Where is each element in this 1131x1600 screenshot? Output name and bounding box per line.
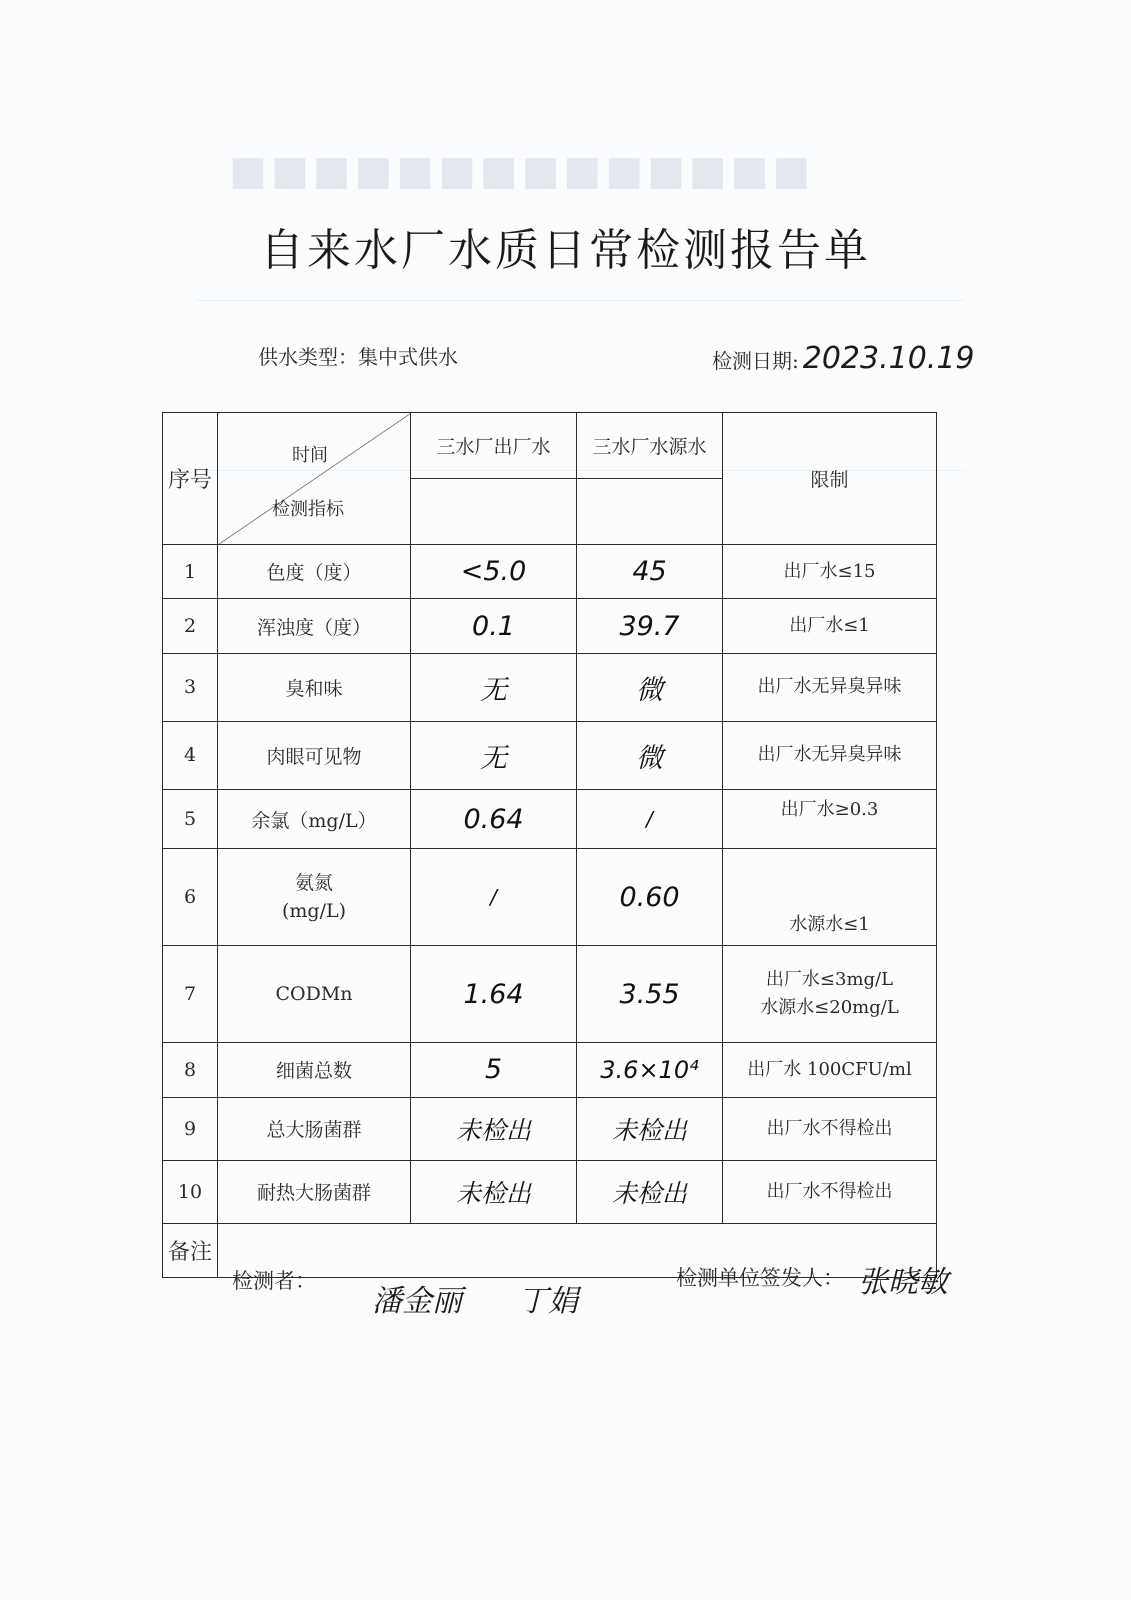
supply-type-value: 集中式供水: [358, 345, 458, 369]
table-row: [163, 1043, 937, 1097]
row-limit-line1: 出厂水无异臭异味: [757, 676, 902, 698]
row-seq: 5: [163, 789, 218, 849]
row-seq: 8: [163, 1043, 218, 1097]
inspector-signature-1: 潘金丽: [372, 1284, 462, 1319]
row-indicator: 总大肠菌群: [218, 1097, 411, 1160]
header-plant-out: 三水厂出厂水: [411, 413, 577, 479]
table-row: [163, 721, 937, 789]
row-plant-source-value: 未检出: [611, 1115, 687, 1145]
row-limit: [723, 1160, 937, 1223]
table-row: [163, 1097, 937, 1160]
report-title: 自来水厂水质日常检测报告单: [260, 225, 871, 276]
inspector-label: 检测者：: [232, 1269, 316, 1293]
table-row: [163, 599, 937, 653]
row-indicator-line1: 氨氮: [294, 872, 333, 895]
row-limit: [723, 545, 937, 599]
remarks-label: 备注: [163, 1223, 218, 1277]
row-plant-out-value: /: [490, 885, 497, 910]
header-plant-out-blank: [411, 479, 577, 545]
row-plant-out-value: 0.64: [463, 803, 524, 835]
row-limit: [723, 1043, 937, 1097]
row-limit: [723, 721, 937, 789]
report-table: [162, 412, 937, 1278]
row-limit-line1: 出厂水不得检出: [766, 1117, 893, 1139]
supply-type: [258, 341, 458, 370]
row-indicator: [218, 849, 411, 946]
row-plant-source-value: 微: [636, 674, 663, 706]
row-plant-source-value: 39.7: [619, 610, 680, 642]
row-limit-line1: 出厂水≤1: [789, 615, 870, 637]
row-plant-out-value: 5: [484, 1054, 503, 1086]
row-seq: 7: [163, 946, 218, 1043]
row-limit-line1: 出厂水无异臭异味: [757, 744, 902, 766]
row-limit-line1: 出厂水≥0.3: [780, 798, 879, 820]
row-plant-source-value: /: [646, 807, 653, 832]
row-indicator: 色度（度）: [218, 545, 411, 599]
row-plant-out-value: 未检出: [455, 1178, 531, 1208]
row-limit: [723, 789, 937, 849]
row-plant-source-value: 45: [632, 556, 667, 588]
test-date: [712, 341, 975, 376]
table-row: [163, 789, 937, 849]
header-seq: 序号: [163, 413, 218, 545]
row-plant-source-value: 微: [636, 742, 663, 774]
row-indicator: CODMn: [218, 946, 411, 1043]
table-row: [163, 946, 937, 1043]
row-seq: 10: [163, 1160, 218, 1223]
row-indicator: 耐热大肠菌群: [218, 1160, 411, 1223]
row-limit-line1: 出厂水不得检出: [766, 1180, 893, 1202]
header-diagonal-cell: [218, 413, 411, 545]
header-indicator: 检测指标: [272, 499, 344, 520]
header-time: 时间: [292, 445, 328, 466]
row-seq: 1: [163, 545, 218, 599]
row-limit-line1: 水源水≤1: [789, 914, 870, 936]
row-limit: [723, 653, 937, 721]
row-indicator: 余氯（mg/L）: [218, 789, 411, 849]
row-indicator: 臭和味: [218, 653, 411, 721]
row-indicator: 肉眼可见物: [218, 721, 411, 789]
row-plant-source-value: 0.60: [619, 881, 680, 913]
row-limit-line1: 出厂水≤3mg/L: [765, 969, 894, 991]
bleed-through-line: [195, 300, 965, 301]
row-plant-out-value: <5.0: [460, 556, 527, 588]
supply-type-label: 供水类型：: [258, 345, 358, 369]
header-plant-source-blank: [577, 479, 723, 545]
row-plant-source-value: 未检出: [611, 1178, 687, 1208]
row-plant-out-value: 1.64: [463, 978, 524, 1010]
header-limit: 限制: [723, 413, 937, 545]
table-row: [163, 653, 937, 721]
row-indicator: 浑浊度（度）: [218, 599, 411, 653]
header-plant-source: 三水厂水源水: [577, 413, 723, 479]
table-row: [163, 849, 937, 946]
report-table-container: [162, 412, 936, 1278]
row-limit: [723, 599, 937, 653]
row-seq: 9: [163, 1097, 218, 1160]
row-limit: [723, 946, 937, 1043]
row-plant-out-value: 0.1: [472, 610, 515, 642]
row-seq: 3: [163, 653, 218, 721]
inspector-signature-2: 丁娟: [518, 1284, 578, 1319]
row-seq: 6: [163, 849, 218, 946]
row-limit-line1: 出厂水≤15: [783, 560, 876, 582]
issuer-signature: 张晓敏: [858, 1265, 948, 1300]
table-row: [163, 1160, 937, 1223]
row-limit: [723, 849, 937, 946]
row-plant-source-value: 3.55: [619, 978, 680, 1010]
test-date-value: 2023.10.19: [802, 341, 975, 376]
issuer-label: 检测单位签发人：: [676, 1266, 844, 1290]
row-seq: 2: [163, 599, 218, 653]
table-row: [163, 545, 937, 599]
test-date-label: 检测日期:: [712, 349, 799, 373]
row-indicator-line2: (mg/L): [281, 900, 347, 923]
row-limit-line1: 出厂水 100CFU/ml: [747, 1058, 912, 1080]
row-limit: [723, 1097, 937, 1160]
row-seq: 4: [163, 721, 218, 789]
row-plant-out-value: 无: [480, 742, 507, 774]
bleed-through-ghost-title: ■■■■■■■■■■■■■■: [225, 148, 811, 194]
row-plant-out-value: 未检出: [455, 1115, 531, 1145]
row-plant-out-value: 无: [480, 674, 507, 706]
row-indicator: 细菌总数: [218, 1043, 411, 1097]
row-plant-source-value: 3.6×10⁴: [600, 1055, 699, 1084]
row-limit-line2: 水源水≤20mg/L: [760, 997, 899, 1019]
